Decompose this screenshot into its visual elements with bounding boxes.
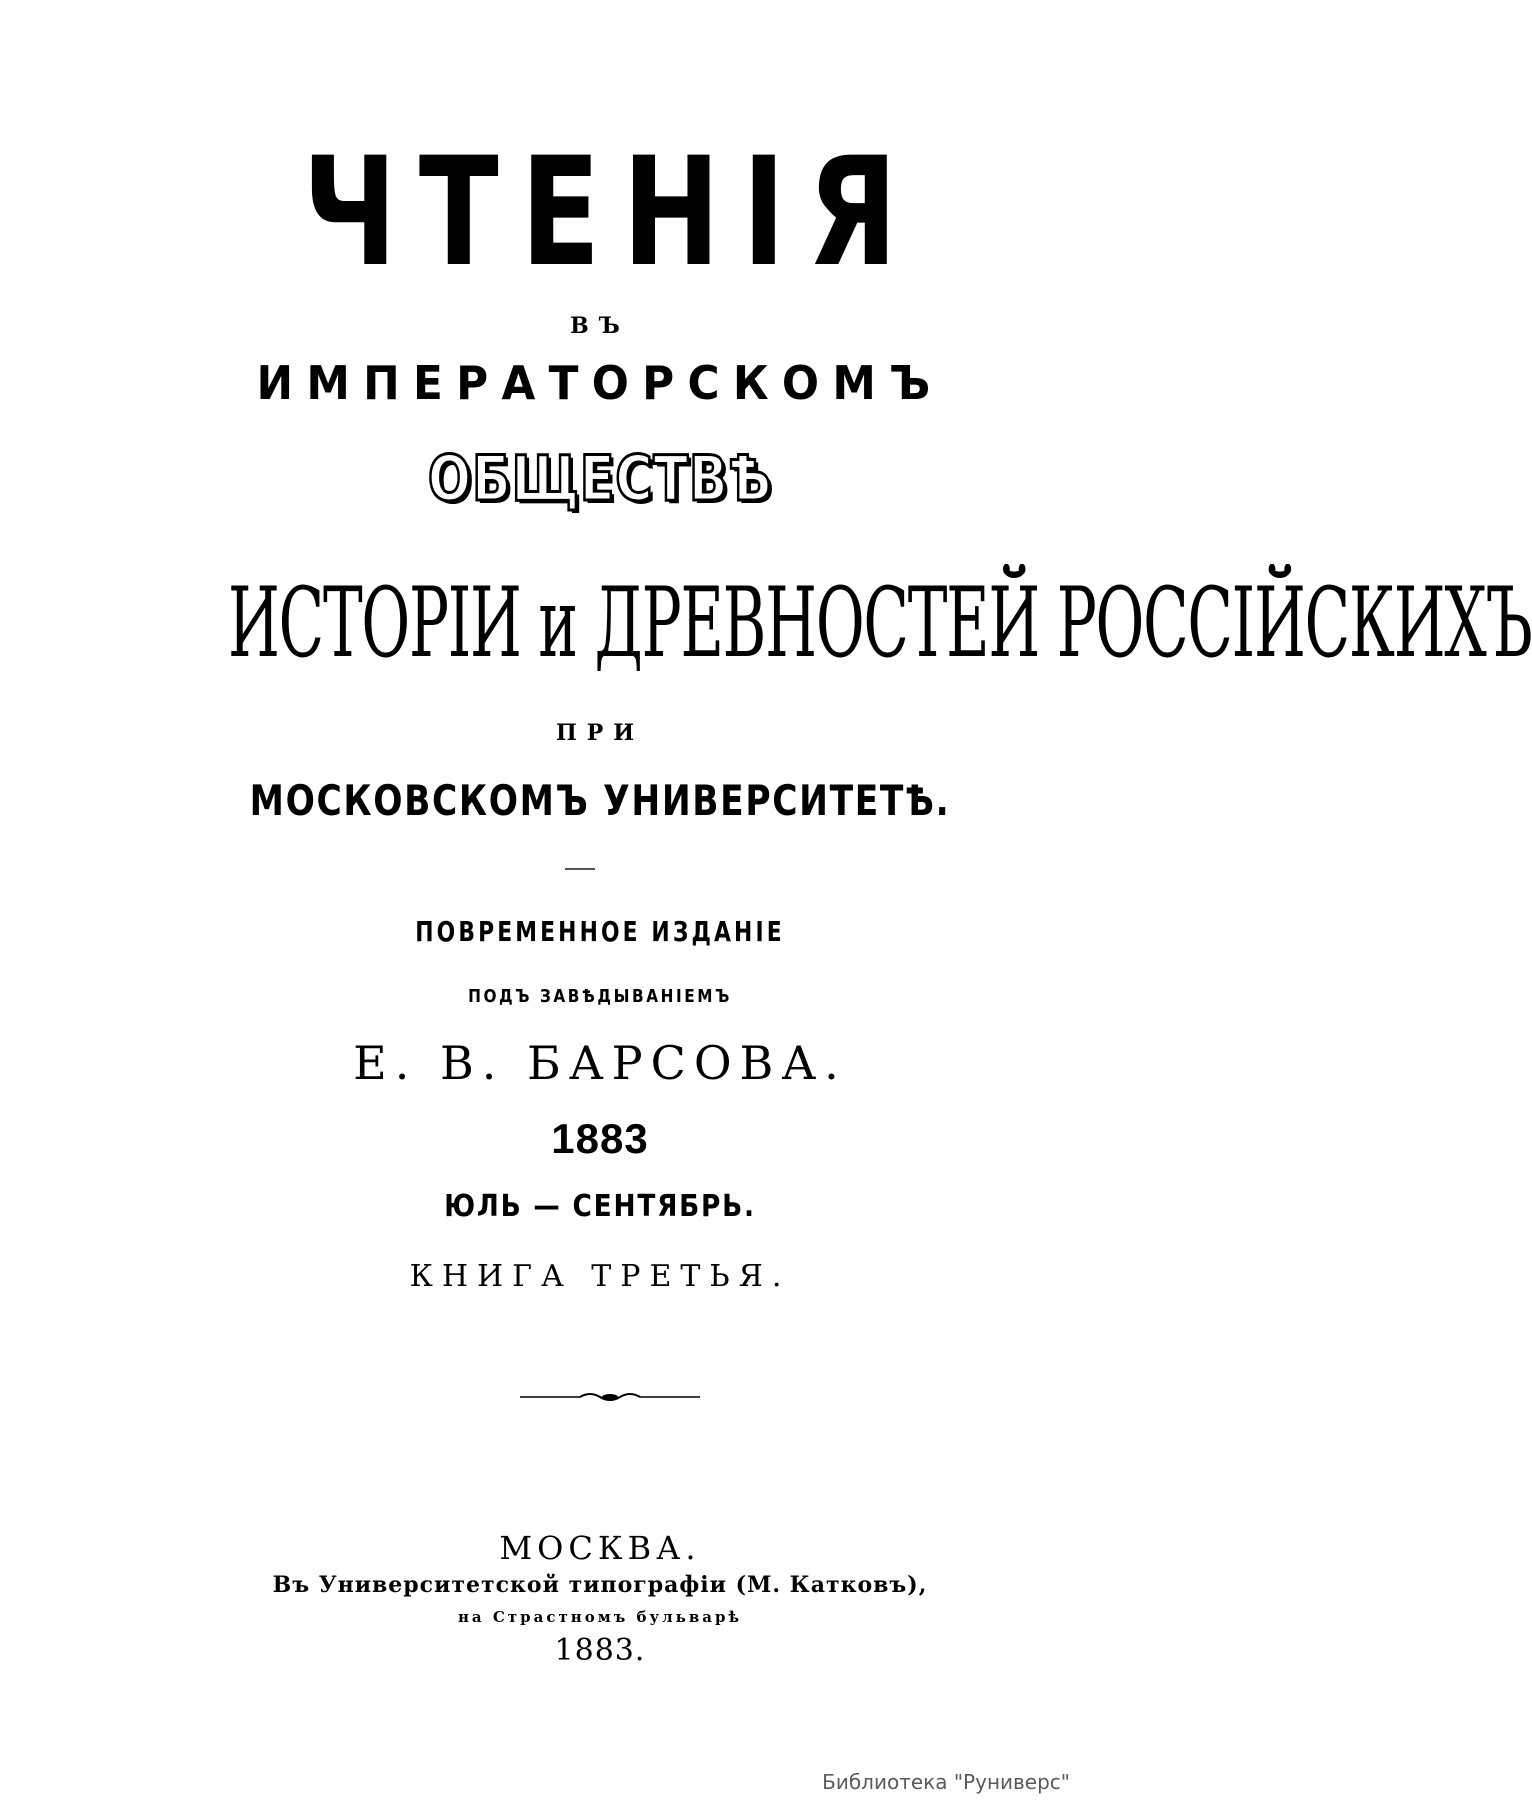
city-line: МОСКВА. — [499, 1529, 701, 1567]
under-direction-line: ПОДЪ ЗАВѢДЫВАНІЕМЪ — [468, 986, 732, 1007]
publication-year: 1883 — [551, 1115, 649, 1162]
street-line: на Страстномъ бульварѣ — [457, 1608, 743, 1626]
main-title: ЧТЕНІЯ — [302, 126, 920, 300]
small-divider — [565, 868, 595, 870]
press-year: 1883. — [554, 1633, 646, 1668]
ornament-divider-icon — [520, 1390, 700, 1404]
press-line: Въ Университетской типографіи (М. Катковъ), — [272, 1572, 928, 1598]
imperial-line: ИМПЕРАТОРСКОМЪ — [256, 356, 944, 410]
society-line: ОБЩЕСТВѢ — [427, 442, 773, 515]
editor-name: Е. В. БАРСОВА. — [353, 1036, 847, 1090]
edition-line: ПОВРЕМЕННОЕ ИЗДАНІЕ — [415, 915, 785, 948]
months-line: ЮЛЬ — СЕНТЯБРЬ. — [444, 1189, 756, 1224]
library-watermark: Библиотека "Руниверс" — [822, 1770, 1070, 1794]
preposition-v: ВЪ — [570, 313, 630, 339]
book-number: КНИГА ТРЕТЬЯ. — [409, 1259, 791, 1294]
history-line: ИСТОРІИ и ДРЕВНОСТЕЙ РОССІЙСКИХЪ — [228, 567, 1532, 679]
university-line: МОСКОВСКОМЪ УНИВЕРСИТЕТѢ. — [249, 776, 951, 825]
preposition-pri: ПРИ — [555, 720, 645, 746]
